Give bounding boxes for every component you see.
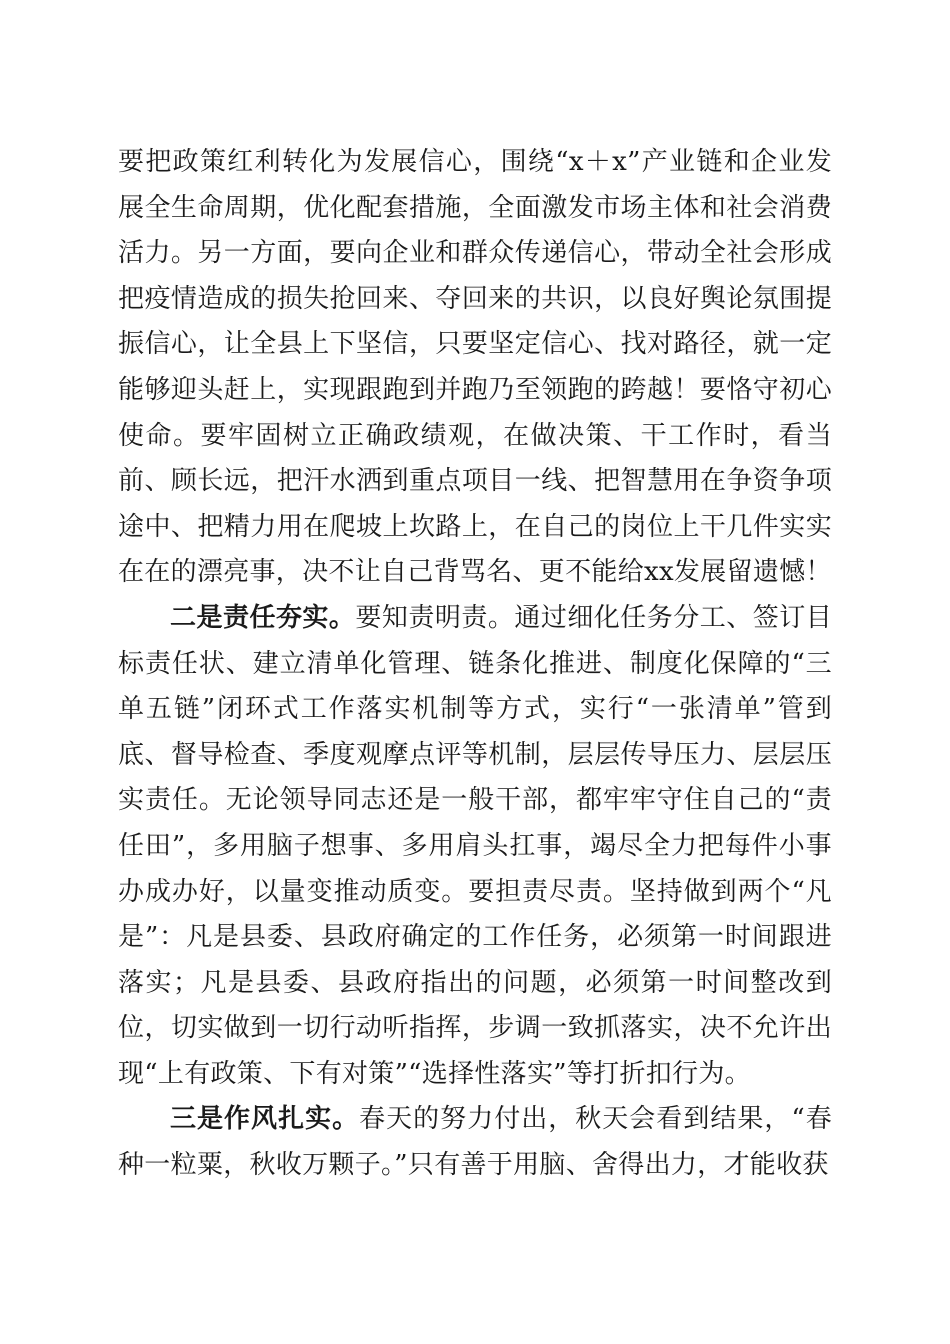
document-body — [118, 140, 832, 1189]
paragraph-1-text: 要把政策红利转化为发展信心，围绕“x＋x”产业链和企业发展全生命周期，优化配套措施，全面激发市场主体和社会消费活力。另一方面，要向企业和群众传递信心，带动全社会形成把疫情造成的损失抢回来、夺回来的共识，以良好舆论氛围提振信心，让全县上下坚信，只要坚定信心、找对路径，就一定能够迎头赶上，实现跟跑到并跑乃至领跑的跨越！要恪守初心使命。要牢固树立正确政绩观，在做决策、干工作时，看当前、顾长远，把汗水洒到重点项目一线、把智慧用在争资争项途中、把精力用在爬坡上坎路上，在自己的岗位上干几件实实在在的漂亮事，决不让自己背骂名、更不能给xx发展留遗憾！ — [118, 147, 832, 588]
paragraph-3-text: 春天的努力付出，秋天会看到结果，“春种一粒粟，秋收万颗子。”只有善于用脑、舍得出力，才能收获 — [118, 1104, 832, 1181]
paragraph-2-text: 要知责明责。通过细化任务分工、签订目标责任状、建立清单化管理、链条化推进、制度化保障的“三单五链”闭环式工作落实机制等方式，实行“一张清单”管到底、督导检查、季度观摩点评等机制，层层传导压力、层层压实责任。无论领导同志还是一般干部，都牢牢守住自己的“责任田”，多用脑子想事、多用肩头扛事，竭尽全力把每件小事办成办好，以量变推动质变。要担责尽责。坚持做到两个“凡是”：凡是县委、县政府确定的工作任务，必须第一时间跟进落实；凡是县委、县政府指出的问题，必须第一时间整改到位，切实做到一切行动听指挥，步调一致抓落实，决不允许出现“上有政策、下有对策”“选择性落实”等打折扣行为。 — [118, 602, 832, 1089]
paragraph-3 — [118, 1097, 832, 1188]
paragraph-3-heading: 三是作风扎实。 — [170, 1104, 360, 1135]
paragraph-2 — [118, 596, 832, 1098]
paragraph-1 — [118, 140, 832, 596]
paragraph-2-heading: 二是责任夯实。 — [170, 602, 356, 633]
